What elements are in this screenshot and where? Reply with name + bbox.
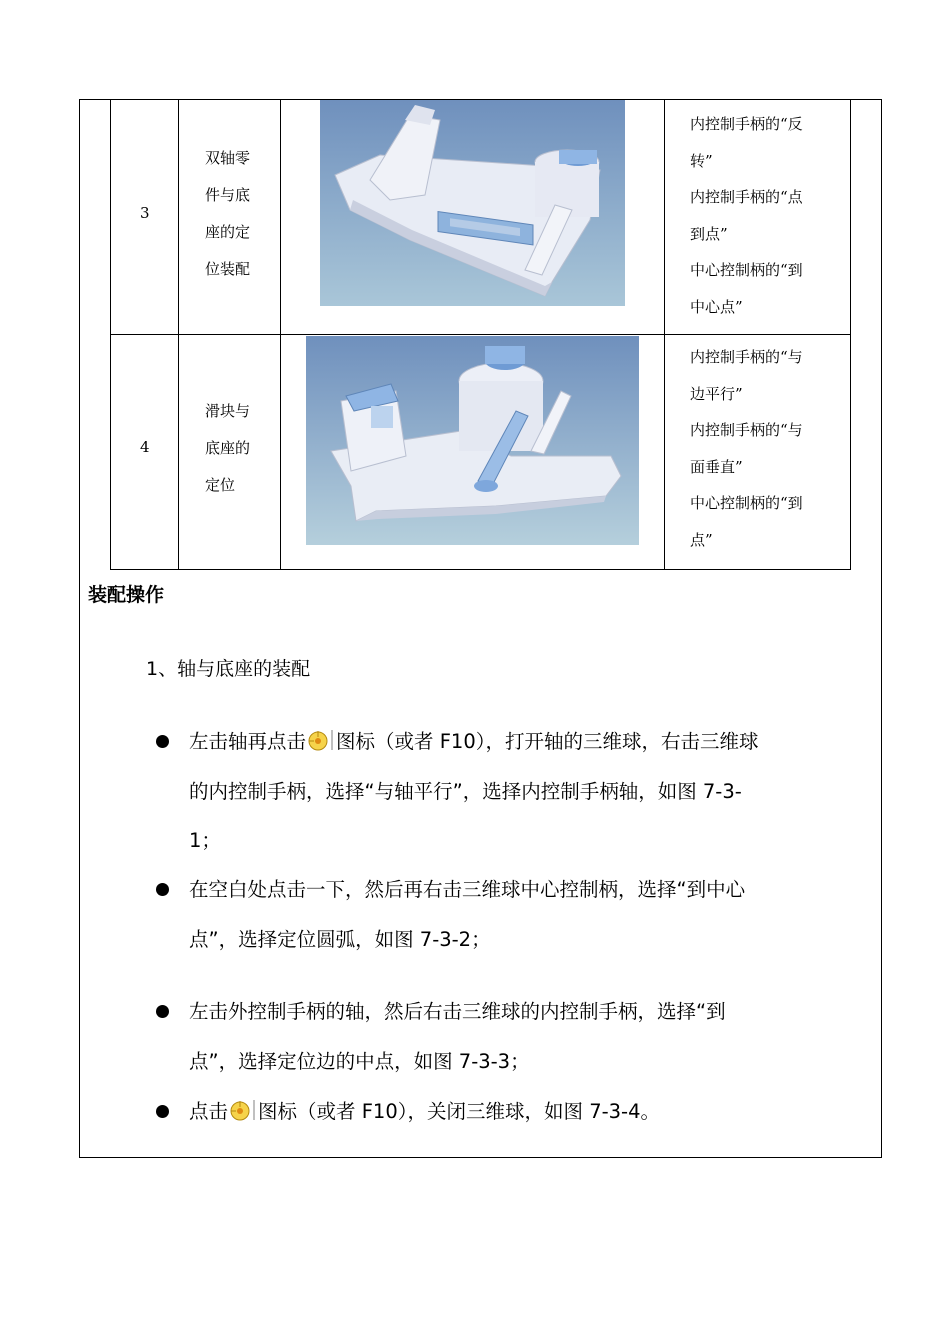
bullet-item: 左击外控制手柄的轴，然后右击三维球的内控制手柄，选择“到 点”，选择定位边的中点，如图 7-3-3； [189,1000,726,1073]
bullet-icon [156,1005,169,1018]
triball-icon [306,721,336,745]
bullet-icon [156,1105,169,1118]
row-notes: 内控制手柄的“与 边平行” 内控制手柄的“与 面垂直” 中心控制柄的“到 点” [690,348,803,549]
bullet-item: 左击轴再点击 图标（或者 F10），打开轴的三维球，右击三维球 的内控制手柄，选择“与轴平行”，选择内控制手柄轴，如图 7-3- 1； [189,717,759,866]
row-number: 4 [140,438,150,456]
assembly-3d-model-image [306,336,639,545]
bullet-item: 点击 图标（或者 F10），关闭三维球，如图 7-3-4。 [189,1087,660,1137]
triball-icon [228,1091,258,1115]
row-number: 3 [140,204,150,222]
row-name: 双轴零 件与底 座的定 位装配 [205,149,251,278]
bullet-icon [156,883,169,896]
section-heading: 装配操作 [88,584,165,606]
assembly-3d-model-image [320,100,625,306]
row-name: 滑块与 底座的 定位 [205,402,251,494]
bullet-item: 在空白处点击一下，然后再右击三维球中心控制柄，选择“到中心 点”，选择定位圆弧，如图 7-3-2； [189,878,746,951]
row-notes: 内控制手柄的“反 转” 内控制手柄的“点 到点” 中心控制柄的“到 中心点” [690,115,803,316]
bullet-icon [156,735,169,748]
section-subheading: 1、轴与底座的装配 [146,658,311,680]
